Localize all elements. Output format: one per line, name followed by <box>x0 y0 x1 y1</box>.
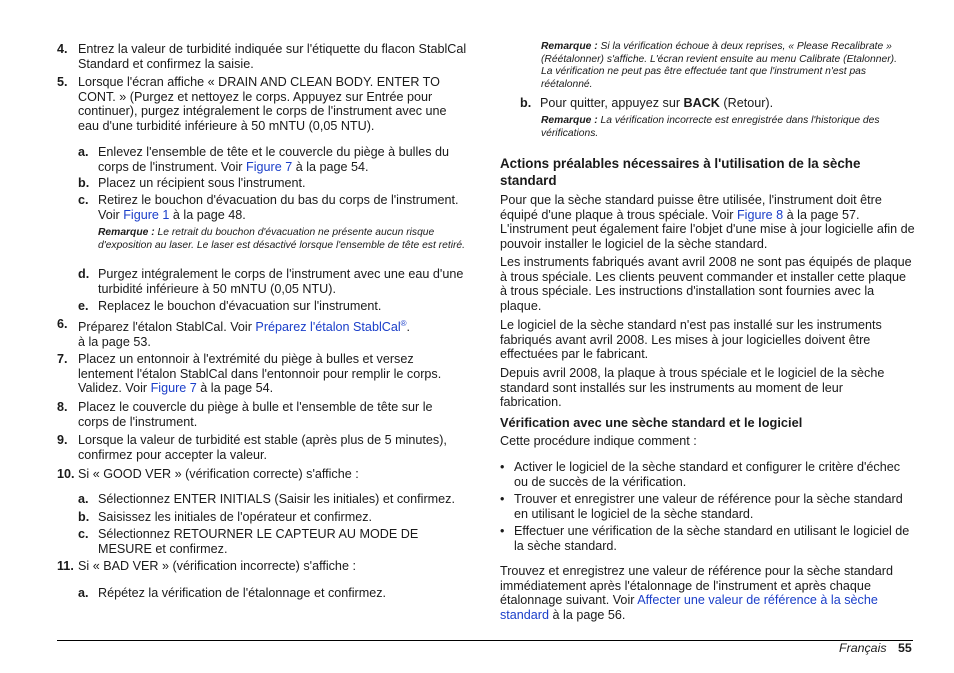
step-7: 7. Placez un entonnoir à l'extrémité du piège à bulles et versez lentement l'étalon StablCal dans l'entonnoir pour remplir le corps. Validez. Voir Figure 7 à la page 54. <box>57 352 442 396</box>
footer-language: Français <box>839 641 887 655</box>
figure-1-link[interactable]: Figure 1 <box>123 207 170 222</box>
step-5b: b. Placez un récipient sous l'instrument. <box>78 176 306 190</box>
bullet-list <box>500 460 915 554</box>
paragraph-prerequisites: Pour que la sèche standard puisse être utilisée, l'instrument doit être équipé d'une plaque à trous spéciale. Voir Figure 8 à la page 57. L'instrument peut également faire l'objet d'une mise à jour logicielle afin de pouvoir installer le logiciel de la sèche standard. <box>500 193 915 251</box>
assign-reference-value-link[interactable]: Affecter une valeur de référence à la sèche standard <box>500 593 878 622</box>
step-11: 11. Si « BAD VER » (vérification incorrecte) s'affiche : <box>57 559 356 573</box>
step-10: 10. Si « GOOD VER » (vérification correcte) s'affiche : <box>57 467 359 481</box>
footer-rule <box>57 640 913 641</box>
step-10b: b. Saisissez les initiales de l'opérateur et confirmez. <box>78 510 372 524</box>
note-drain-plug: Remarque : Le retrait du bouchon d'évacuation ne présente aucun risque d'exposition au laser. Le laser est désactivé lorsque l'ensemble de tête est retiré. <box>98 227 466 251</box>
figure-7-link[interactable]: Figure 7 <box>246 159 293 174</box>
list-item: • Trouver et enregistrer une valeur de référence pour la sèche standard en utilisant le logiciel de la sèche standard. <box>500 492 903 521</box>
paragraph-plate: Les instruments fabriqués avant avril 2008 ne sont pas équipés de plaque à trous spéciale. Les clients peuvent commander et installer cette plaque à trous spéciale. Les instructions d'installation sont fournies avec la plaque. <box>500 255 912 313</box>
step-5a: a. Enlevez l'ensemble de tête et le couvercle du piège à bulles du corps de l'instrument. Voir Figure 7 à la page 54. <box>78 145 450 174</box>
paragraph-since-2008: Depuis avril 2008, la plaque à trous spéciale et le logiciel de la sèche standard sont installés sur les instruments au moment de leur fabrication. <box>500 366 885 410</box>
step-5e: e. Replacez le bouchon d'évacuation sur l'instrument. <box>78 299 382 313</box>
figure-7-link-2[interactable]: Figure 7 <box>150 381 197 396</box>
paragraph-reference-value: Trouvez et enregistrez une valeur de référence pour la sèche standard immédiatement après l'étalonnage de l'instrument et après chaque étalonnage suivant. Voir Affecter une valeur de référence à la sèche standard à la page 56. <box>500 564 893 622</box>
note-bad-verification: Remarque : La vérification incorrecte est enregistrée dans l'historique des vérifications. <box>541 115 880 139</box>
section-heading-verification: Vérification avec une sèche standard et le logiciel <box>500 415 803 430</box>
page-number: 55 <box>898 641 912 655</box>
step-9: 9. Lorsque la valeur de turbidité est stable (après plus de 5 minutes), confirmez pour accepter la valeur. <box>57 433 447 462</box>
step-10c: c. Sélectionnez RETOURNER LE CAPTEUR AU MODE DE MESURE et confirmez. <box>78 527 419 556</box>
list-item: • Activer le logiciel de la sèche standard et configurer le critère d'échec ou de succès de la vérification. <box>500 460 901 489</box>
step-10a: a. Sélectionnez ENTER INITIALS (Saisir les initiales) et confirmez. <box>78 492 455 506</box>
figure-8-link[interactable]: Figure 8 <box>736 207 784 222</box>
note-recalibrate: Remarque : Si la vérification échoue à deux reprises, « Please Recalibrate » (Réétalonner) s'affiche. L'écran revient ensuite au menu Calibrate (Etalonner). La vérification ne peut pas être effectuée tant que l'instrument n'est pas réétalonné. <box>541 41 897 90</box>
step-11a: a. Répétez la vérification de l'étalonnage et confirmez. <box>78 586 387 600</box>
step-8: 8. Placez le couvercle du piège à bulle et l'ensemble de tête sur le corps de l'instrument. <box>57 400 433 429</box>
step-4: 4. Entrez la valeur de turbidité indiquée sur l'étiquette du flacon StablCal Standard et confirmez la saisie. <box>57 42 467 71</box>
section-heading-prerequisites: Actions préalables nécessaires à l'utilisation de la sèche standard <box>500 156 861 188</box>
paragraph-procedure: Cette procédure indique comment : <box>500 434 697 448</box>
step-5d: d. Purgez intégralement le corps de l'instrument avec une eau d'une turbidité inférieure à 50 mNTU (0,05 NTU). <box>78 267 464 296</box>
step-5: 5. Lorsque l'écran affiche « DRAIN AND CLEAN BODY. ENTER TO CONT. » (Purgez et nettoyez le corps. Appuyez sur Entrée pour continuer), purgez intégralement le corps de l'instrument avec une eau d'une turbidité inférieure à 50 mNTU (0,05 NTU). <box>57 75 447 133</box>
list-item: • Effectuer une vérification de la sèche standard en utilisant le logiciel de la sèche standard. <box>500 524 910 553</box>
step-6: 6. Préparez l'étalon StablCal. Voir Préparez l'étalon StablCal®. à la page 53. <box>57 317 411 349</box>
paragraph-software: Le logiciel de la sèche standard n'est pas installé sur les instruments fabriqués avant avril 2008. Les mises à jour logicielles doivent être effectuées par le fabricant. <box>500 318 882 362</box>
prepare-stablcal-link[interactable]: Préparez l'étalon StablCal <box>255 320 401 335</box>
step-11b: b. Pour quitter, appuyez sur BACK (Retour). <box>520 96 774 110</box>
step-5c: c. Retirez le bouchon d'évacuation du bas du corps de l'instrument. Voir Figure 1 à la page 48. <box>78 193 459 222</box>
